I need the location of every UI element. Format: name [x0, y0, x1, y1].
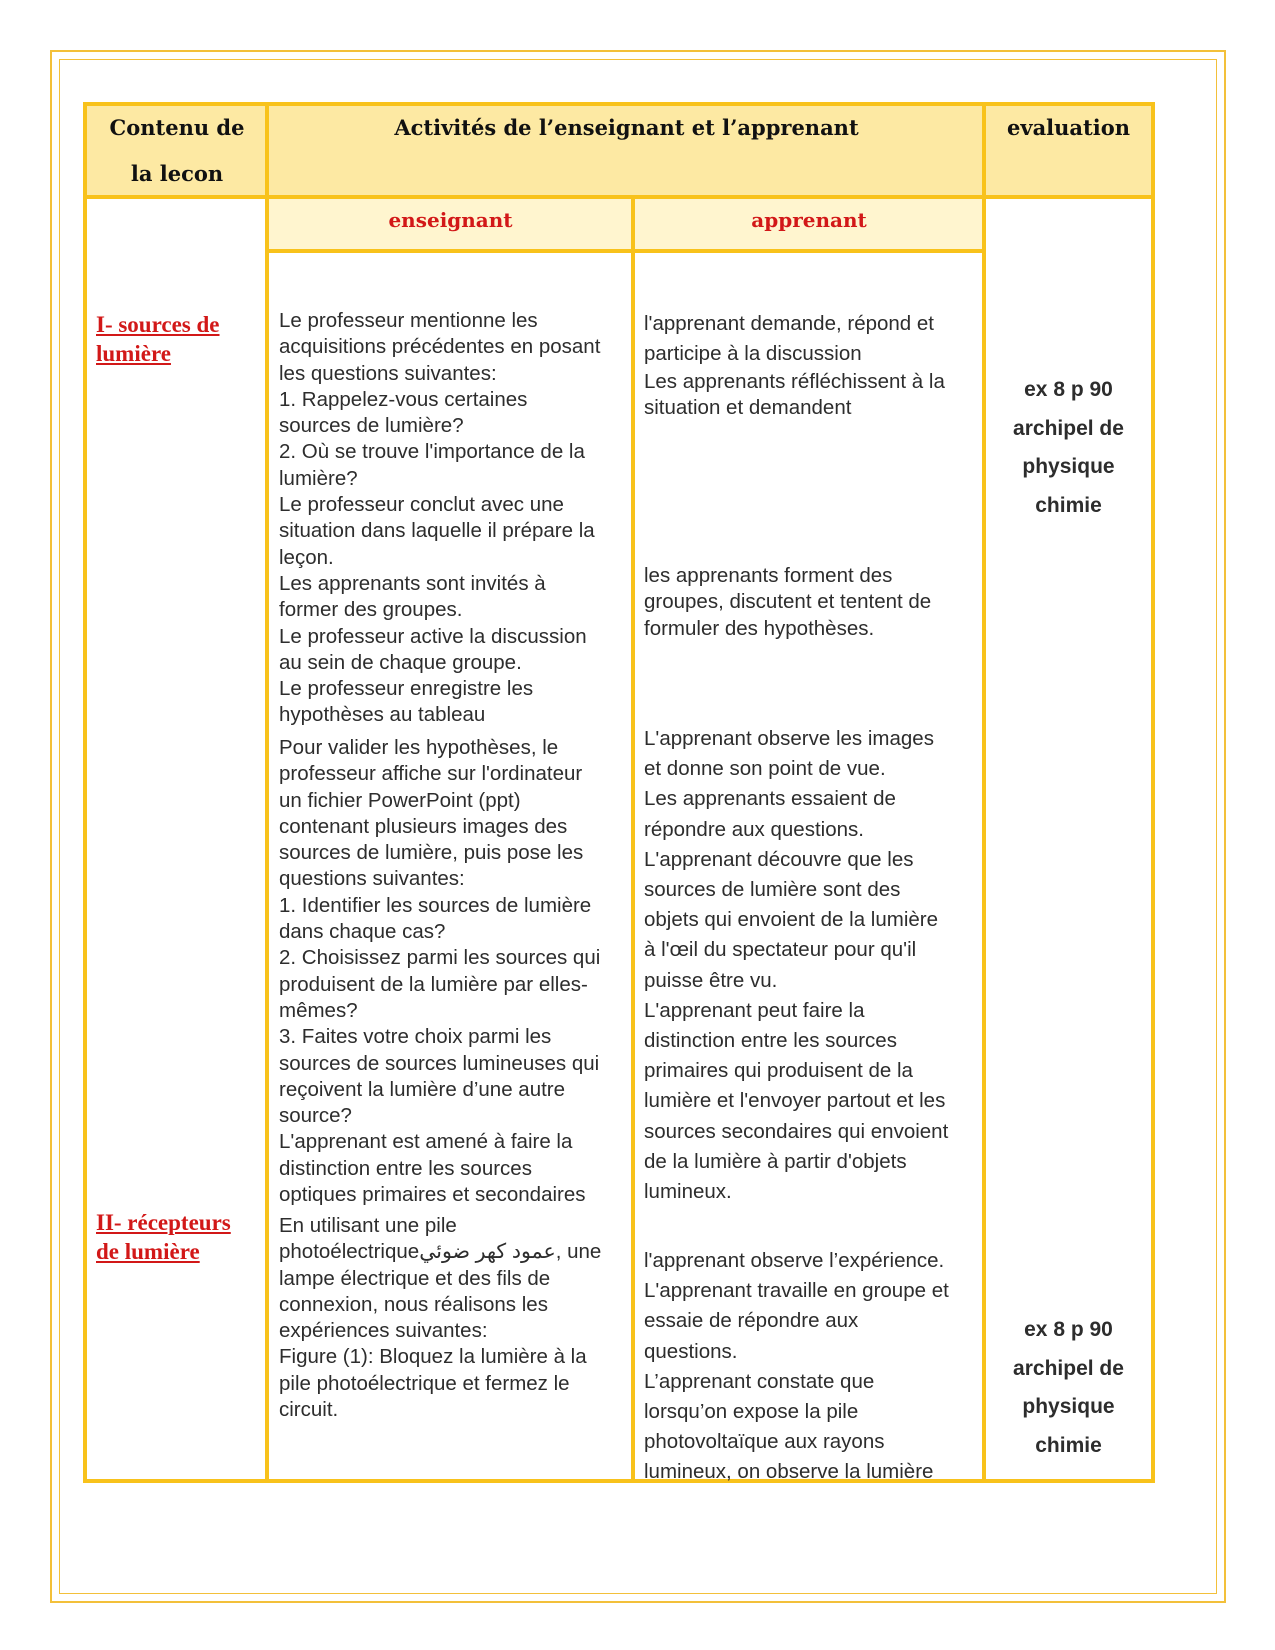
divider-col3 — [982, 102, 986, 1483]
header-evaluation-label: evaluation — [1007, 115, 1130, 140]
header-activities-label: Activités de l’enseignant et l’apprenant — [394, 115, 859, 140]
teacher-activity-3: En utilisant une pile photoélectriqueعمود كهر ضوئي, une lampe électrique et des fils de connexion, nous réalisons les expériences suivantes: Figure (1): Bloquez la lumière à la pile photoélectrique et fermez le circuit. — [279, 1214, 602, 1422]
subheader-learner-label: apprenant — [751, 208, 867, 232]
evaluation-1: ex 8 p 90 archipel de physique chimie — [1013, 378, 1124, 517]
divider-teacher-learner — [631, 196, 635, 1483]
section-title-receptors: II- récepteurs de lumière — [96, 1210, 231, 1264]
teacher-activity-1: Le professeur mentionne les acquisitions précédentes en posant les questions suivantes: 1. Rappelez-vous certaines sources de lumière? 2. Où se trouve l'importance de la lumière? Le professeur conclut avec une situation dans laquelle il prépare la leçon. Les apprenants sont invités à former des groupes. Le professeur active la discussion au sein de chaque groupe. Le professeur enregistre les hypothèses au tableau — [279, 309, 601, 727]
divider-subheader-bottom — [265, 249, 986, 253]
learner-activity-2: les apprenants forment des groupes, discutent et tentent de formuler des hypothèses. — [644, 564, 932, 640]
teacher-activity-2: Pour valider les hypothèses, le professeur affiche sur l'ordinateur un fichier PowerPoint (ppt) contenant plusieurs images des sources de lumière, puis pose les questions suivantes: 1. Identifier les sources de lumière dans chaque cas? 2. Choisissez parmi les sources qui produisent de la lumière par elles- mêmes? 3. Faites votre choix parmi les sources de sources lumineuses qui reçoivent la lumière d’une autre source? L'apprenant est amené à faire la distinction entre les sources optiques primaires et secondaires — [279, 736, 601, 1207]
learner-activity-4: l'apprenant observe l’expérience. L'apprenant travaille en groupe et essaie de répondre aux questions. L’apprenant constate que lorsqu’on expose la pile photovoltaïque aux rayons lumineux, on observe la lumière — [644, 1249, 949, 1484]
section-title-sources: I- sources de lumière — [96, 312, 220, 366]
divider-col1 — [265, 102, 269, 1483]
subheader-teacher-label: enseignant — [388, 208, 513, 232]
table-border-left — [83, 102, 87, 1483]
learner-activity-1a: l'apprenant demande, répond et participe à la discussion — [644, 312, 934, 366]
table-border-right — [1151, 102, 1155, 1483]
table-border-bottom — [83, 1479, 1155, 1483]
learner-activity-1b: Les apprenants réfléchissent à la situation et demandent — [644, 370, 945, 420]
evaluation-2: ex 8 p 90 archipel de physique chimie — [1013, 1318, 1124, 1457]
learner-activity-3: L'apprenant observe les images et donne son point de vue. Les apprenants essaient de répondre aux questions. L'apprenant découvre que les sources de lumière sont des objets qui envoient de la lumière à l'œil du spectateur pour qu'il puisse être vu. L'apprenant peut faire la distinction entre les sources primaires qui produisent de la lumière et l'envoyer partout et les sources secondaires qui envoient de la lumière à partir d'objets lumineux. — [644, 727, 949, 1204]
header-content-label: Contenu de la lecon — [109, 115, 245, 186]
